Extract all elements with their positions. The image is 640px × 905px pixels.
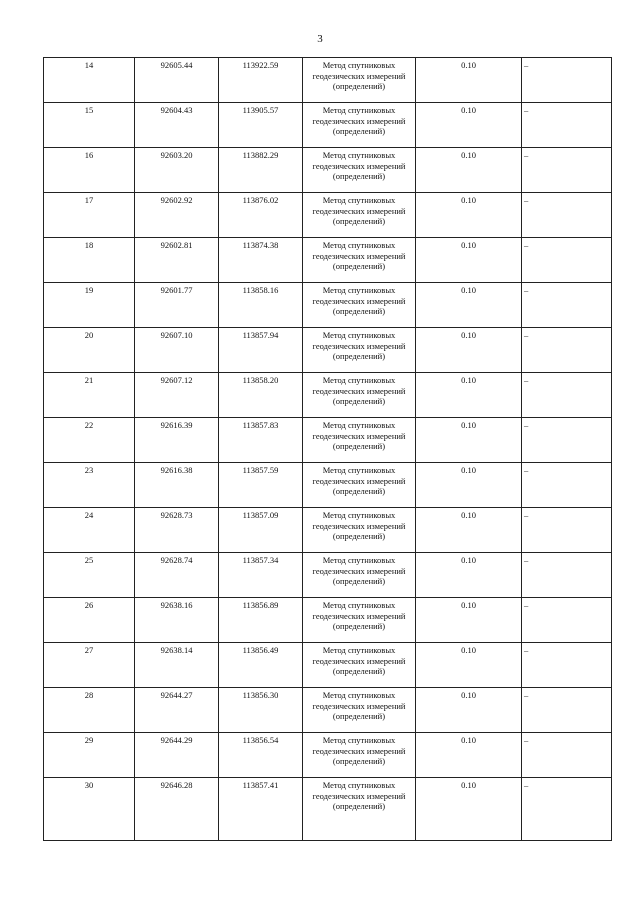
note-cell: – [522, 418, 612, 463]
accuracy-cell: 0.10 [416, 643, 522, 688]
method-cell: Метод спутниковых геодезических измерений (определений) [303, 733, 416, 778]
y-coordinate-cell: 113856.89 [219, 598, 303, 643]
note-cell: – [522, 283, 612, 328]
x-coordinate-cell: 92601.77 [135, 283, 219, 328]
accuracy-cell: 0.10 [416, 193, 522, 238]
x-coordinate-cell: 92638.14 [135, 643, 219, 688]
note-cell: – [522, 58, 612, 103]
method-cell: Метод спутниковых геодезических измерений (определений) [303, 553, 416, 598]
page-number: 3 [317, 33, 323, 45]
accuracy-cell: 0.10 [416, 103, 522, 148]
point-number-cell: 17 [44, 193, 135, 238]
y-coordinate-cell: 113857.94 [219, 328, 303, 373]
y-coordinate-cell: 113858.20 [219, 373, 303, 418]
y-coordinate-cell: 113857.41 [219, 778, 303, 841]
x-coordinate-cell: 92602.81 [135, 238, 219, 283]
method-cell: Метод спутниковых геодезических измерений (определений) [303, 58, 416, 103]
table-row [44, 283, 612, 328]
x-coordinate-cell: 92616.38 [135, 463, 219, 508]
point-number-cell: 16 [44, 148, 135, 193]
point-number-cell: 23 [44, 463, 135, 508]
point-number-cell: 25 [44, 553, 135, 598]
accuracy-cell: 0.10 [416, 733, 522, 778]
y-coordinate-cell: 113857.83 [219, 418, 303, 463]
note-cell: – [522, 463, 612, 508]
method-cell: Метод спутниковых геодезических измерений (определений) [303, 643, 416, 688]
x-coordinate-cell: 92604.43 [135, 103, 219, 148]
y-coordinate-cell: 113857.59 [219, 463, 303, 508]
note-cell: – [522, 148, 612, 193]
method-cell: Метод спутниковых геодезических измерений (определений) [303, 418, 416, 463]
x-coordinate-cell: 92605.44 [135, 58, 219, 103]
table-row [44, 643, 612, 688]
accuracy-cell: 0.10 [416, 778, 522, 841]
x-coordinate-cell: 92628.74 [135, 553, 219, 598]
x-coordinate-cell: 92616.39 [135, 418, 219, 463]
accuracy-cell: 0.10 [416, 58, 522, 103]
accuracy-cell: 0.10 [416, 328, 522, 373]
note-cell: – [522, 778, 612, 841]
y-coordinate-cell: 113874.38 [219, 238, 303, 283]
method-cell: Метод спутниковых геодезических измерений (определений) [303, 463, 416, 508]
table-row [44, 373, 612, 418]
x-coordinate-cell: 92644.27 [135, 688, 219, 733]
x-coordinate-cell: 92644.29 [135, 733, 219, 778]
coordinates-table-body [44, 58, 612, 841]
y-coordinate-cell: 113858.16 [219, 283, 303, 328]
method-cell: Метод спутниковых геодезических измерений (определений) [303, 778, 416, 841]
y-coordinate-cell: 113922.59 [219, 58, 303, 103]
method-cell: Метод спутниковых геодезических измерений (определений) [303, 328, 416, 373]
x-coordinate-cell: 92607.10 [135, 328, 219, 373]
accuracy-cell: 0.10 [416, 418, 522, 463]
accuracy-cell: 0.10 [416, 598, 522, 643]
y-coordinate-cell: 113856.54 [219, 733, 303, 778]
point-number-cell: 14 [44, 58, 135, 103]
table-row [44, 58, 612, 103]
x-coordinate-cell: 92638.16 [135, 598, 219, 643]
point-number-cell: 21 [44, 373, 135, 418]
y-coordinate-cell: 113905.57 [219, 103, 303, 148]
note-cell: – [522, 598, 612, 643]
table-row [44, 103, 612, 148]
accuracy-cell: 0.10 [416, 553, 522, 598]
method-cell: Метод спутниковых геодезических измерений (определений) [303, 508, 416, 553]
x-coordinate-cell: 92646.28 [135, 778, 219, 841]
point-number-cell: 22 [44, 418, 135, 463]
note-cell: – [522, 328, 612, 373]
method-cell: Метод спутниковых геодезических измерений (определений) [303, 148, 416, 193]
table-row [44, 553, 612, 598]
point-number-cell: 29 [44, 733, 135, 778]
table-row [44, 778, 612, 841]
note-cell: – [522, 643, 612, 688]
method-cell: Метод спутниковых геодезических измерений (определений) [303, 103, 416, 148]
note-cell: – [522, 508, 612, 553]
method-cell: Метод спутниковых геодезических измерений (определений) [303, 373, 416, 418]
y-coordinate-cell: 113882.29 [219, 148, 303, 193]
table-row [44, 688, 612, 733]
method-cell: Метод спутниковых геодезических измерений (определений) [303, 598, 416, 643]
y-coordinate-cell: 113876.02 [219, 193, 303, 238]
note-cell: – [522, 373, 612, 418]
table-row [44, 193, 612, 238]
point-number-cell: 27 [44, 643, 135, 688]
x-coordinate-cell: 92603.20 [135, 148, 219, 193]
x-coordinate-cell: 92607.12 [135, 373, 219, 418]
note-cell: – [522, 553, 612, 598]
accuracy-cell: 0.10 [416, 463, 522, 508]
x-coordinate-cell: 92602.92 [135, 193, 219, 238]
accuracy-cell: 0.10 [416, 148, 522, 193]
accuracy-cell: 0.10 [416, 508, 522, 553]
point-number-cell: 15 [44, 103, 135, 148]
method-cell: Метод спутниковых геодезических измерений (определений) [303, 688, 416, 733]
point-number-cell: 24 [44, 508, 135, 553]
accuracy-cell: 0.10 [416, 283, 522, 328]
table-row [44, 598, 612, 643]
note-cell: – [522, 688, 612, 733]
y-coordinate-cell: 113857.09 [219, 508, 303, 553]
method-cell: Метод спутниковых геодезических измерений (определений) [303, 283, 416, 328]
table-row [44, 418, 612, 463]
note-cell: – [522, 733, 612, 778]
point-number-cell: 30 [44, 778, 135, 841]
table-row [44, 148, 612, 193]
note-cell: – [522, 238, 612, 283]
coordinates-table [43, 57, 612, 841]
point-number-cell: 28 [44, 688, 135, 733]
x-coordinate-cell: 92628.73 [135, 508, 219, 553]
point-number-cell: 19 [44, 283, 135, 328]
y-coordinate-cell: 113856.30 [219, 688, 303, 733]
y-coordinate-cell: 113857.34 [219, 553, 303, 598]
y-coordinate-cell: 113856.49 [219, 643, 303, 688]
table-row [44, 733, 612, 778]
point-number-cell: 26 [44, 598, 135, 643]
accuracy-cell: 0.10 [416, 688, 522, 733]
method-cell: Метод спутниковых геодезических измерений (определений) [303, 238, 416, 283]
table-row [44, 463, 612, 508]
table-row [44, 508, 612, 553]
note-cell: – [522, 103, 612, 148]
note-cell: – [522, 193, 612, 238]
point-number-cell: 18 [44, 238, 135, 283]
point-number-cell: 20 [44, 328, 135, 373]
accuracy-cell: 0.10 [416, 238, 522, 283]
table-row [44, 328, 612, 373]
table-row [44, 238, 612, 283]
accuracy-cell: 0.10 [416, 373, 522, 418]
method-cell: Метод спутниковых геодезических измерений (определений) [303, 193, 416, 238]
